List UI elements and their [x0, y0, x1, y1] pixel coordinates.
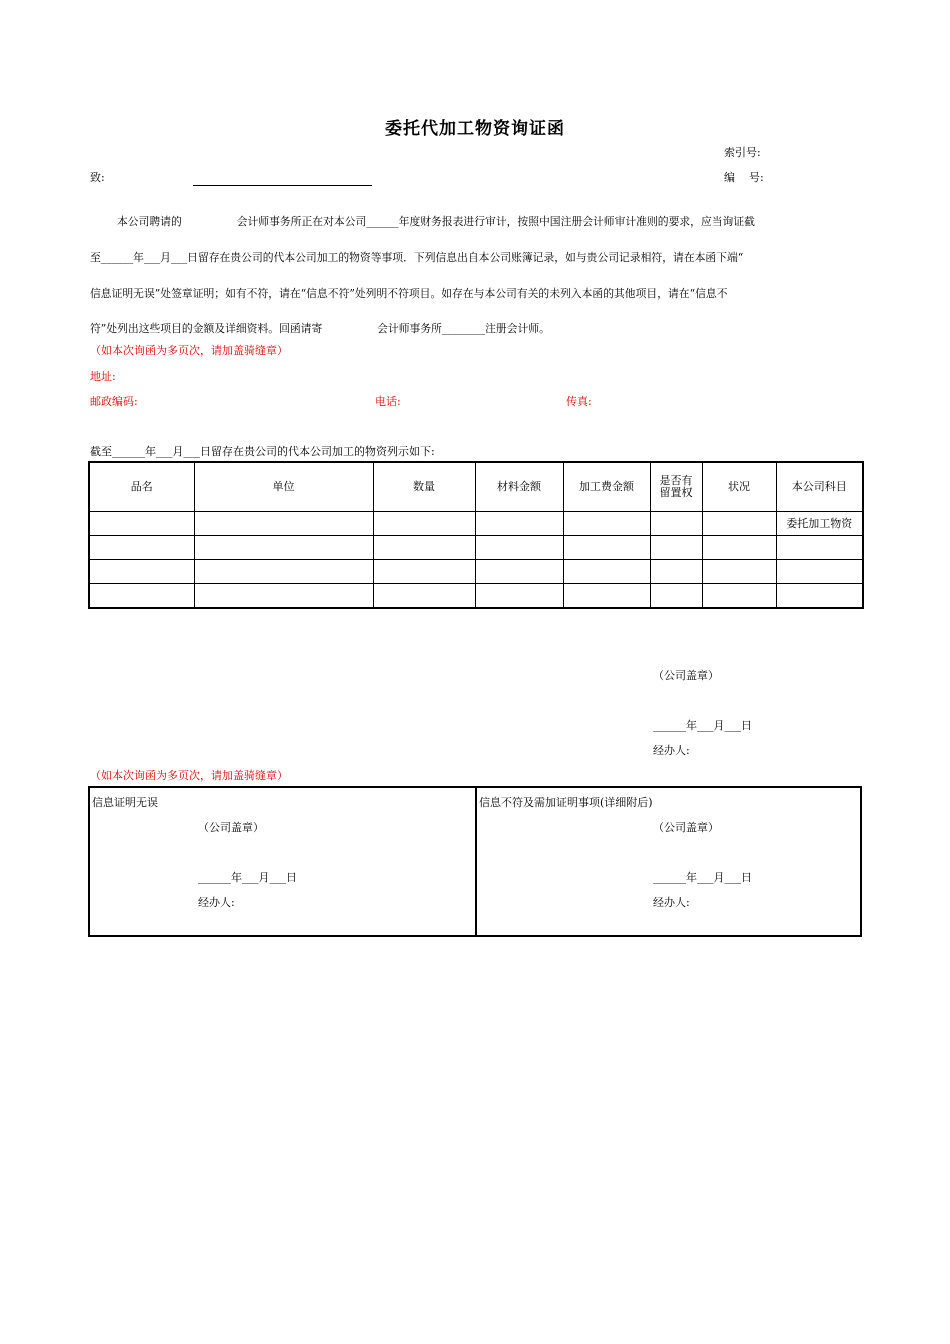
table-row [89, 512, 863, 536]
table-cell[interactable] [650, 512, 702, 536]
address-label: 地址: [90, 370, 116, 383]
table-cell[interactable] [194, 536, 373, 560]
phone-label: 电话: [375, 395, 401, 408]
header-lien: 是否有留置权 [650, 462, 702, 512]
fax-label: 传真: [566, 395, 592, 408]
table-cell[interactable] [776, 560, 863, 584]
header-unit: 单位 [194, 462, 373, 512]
table-row [89, 536, 863, 560]
table-cell[interactable] [702, 584, 776, 609]
table-cell[interactable] [650, 584, 702, 609]
signature-date: ______年___月___日 [653, 719, 752, 732]
body-paragraph-line-4: 符”处列出这些项目的金额及详细资料。回函请寄 会计师事务所________注册会计师。 [90, 322, 550, 335]
info-mismatch-handler: 经办人: [653, 896, 690, 909]
to-recipient-line[interactable] [193, 185, 372, 186]
table-cell[interactable] [563, 536, 650, 560]
table-cell[interactable] [475, 536, 563, 560]
table-cell[interactable] [702, 536, 776, 560]
table-cell[interactable] [650, 560, 702, 584]
table-cell[interactable] [373, 584, 475, 609]
info-correct-title: 信息证明无误 [92, 796, 158, 809]
document-title: 委托代加工物资询证函 [385, 119, 565, 139]
header-account: 本公司科目 [776, 462, 863, 512]
table-cell[interactable] [373, 512, 475, 536]
confirmation-divider [475, 788, 477, 935]
company-seal-label: （公司盖章） [653, 669, 719, 682]
table-cell-account: 委托加工物资 [776, 512, 863, 536]
index-no-label: 索引号: [724, 146, 761, 159]
handler-label: 经办人: [653, 744, 690, 757]
table-cell[interactable] [776, 536, 863, 560]
info-mismatch-date: ______年___月___日 [653, 871, 752, 884]
to-label: 致: [90, 171, 105, 184]
multi-page-notice: （如本次询函为多页次，请加盖骑缝章） [90, 344, 288, 357]
table-cell[interactable] [373, 560, 475, 584]
table-cell[interactable] [89, 512, 194, 536]
header-status: 状况 [702, 462, 776, 512]
table-cell[interactable] [475, 560, 563, 584]
table-cell[interactable] [373, 536, 475, 560]
multi-page-notice-2: （如本次询函为多页次，请加盖骑缝章） [90, 769, 288, 782]
table-cell[interactable] [475, 512, 563, 536]
table-header-row [89, 462, 863, 512]
body-paragraph-line-3: 信息证明无误”处签章证明；如有不符，请在“信息不符”处列明不符项目。如存在与本公司有关的未列入本函的其他项目，请在“信息不 [90, 287, 728, 300]
table-row [89, 584, 863, 609]
table-cell[interactable] [702, 512, 776, 536]
table-cell[interactable] [702, 560, 776, 584]
table-cell[interactable] [194, 560, 373, 584]
serial-no-label: 编 号: [724, 171, 764, 184]
header-material-amount: 材料金额 [475, 462, 563, 512]
table-cell[interactable] [89, 536, 194, 560]
body-paragraph-line-1: 本公司聘请的 会计师事务所正在对本公司______年度财务报表进行审计，按照中国注册会计师审计准则的要求，应当询证截 [117, 215, 755, 228]
table-cell[interactable] [89, 560, 194, 584]
info-correct-handler: 经办人: [198, 896, 235, 909]
table-row [89, 560, 863, 584]
table-cell[interactable] [194, 584, 373, 609]
table-cell[interactable] [563, 560, 650, 584]
table-cell[interactable] [650, 536, 702, 560]
info-correct-date: ______年___月___日 [198, 871, 297, 884]
header-processing-fee: 加工费金额 [563, 462, 650, 512]
info-mismatch-seal: （公司盖章） [653, 821, 719, 834]
postcode-label: 邮政编码: [90, 395, 138, 408]
header-item-name: 品名 [89, 462, 194, 512]
goods-table [88, 461, 864, 609]
body-paragraph-line-2: 至______年___月___日留存在贵公司的代本公司加工的物资等事项．下列信息出自本公司账簿记录，如与贵公司记录相符，请在本函下端“ [90, 251, 744, 264]
info-mismatch-title: 信息不符及需加证明事项(详细附后) [479, 796, 653, 809]
table-cell[interactable] [475, 584, 563, 609]
table-intro: 截至______年___月___日留存在贵公司的代本公司加工的物资列示如下: [90, 445, 435, 458]
table-cell[interactable] [194, 512, 373, 536]
table-cell[interactable] [89, 584, 194, 609]
header-quantity: 数量 [373, 462, 475, 512]
table-cell[interactable] [776, 584, 863, 609]
table-cell[interactable] [563, 512, 650, 536]
confirmation-box [88, 786, 862, 937]
table-cell[interactable] [563, 584, 650, 609]
info-correct-seal: （公司盖章） [198, 821, 264, 834]
